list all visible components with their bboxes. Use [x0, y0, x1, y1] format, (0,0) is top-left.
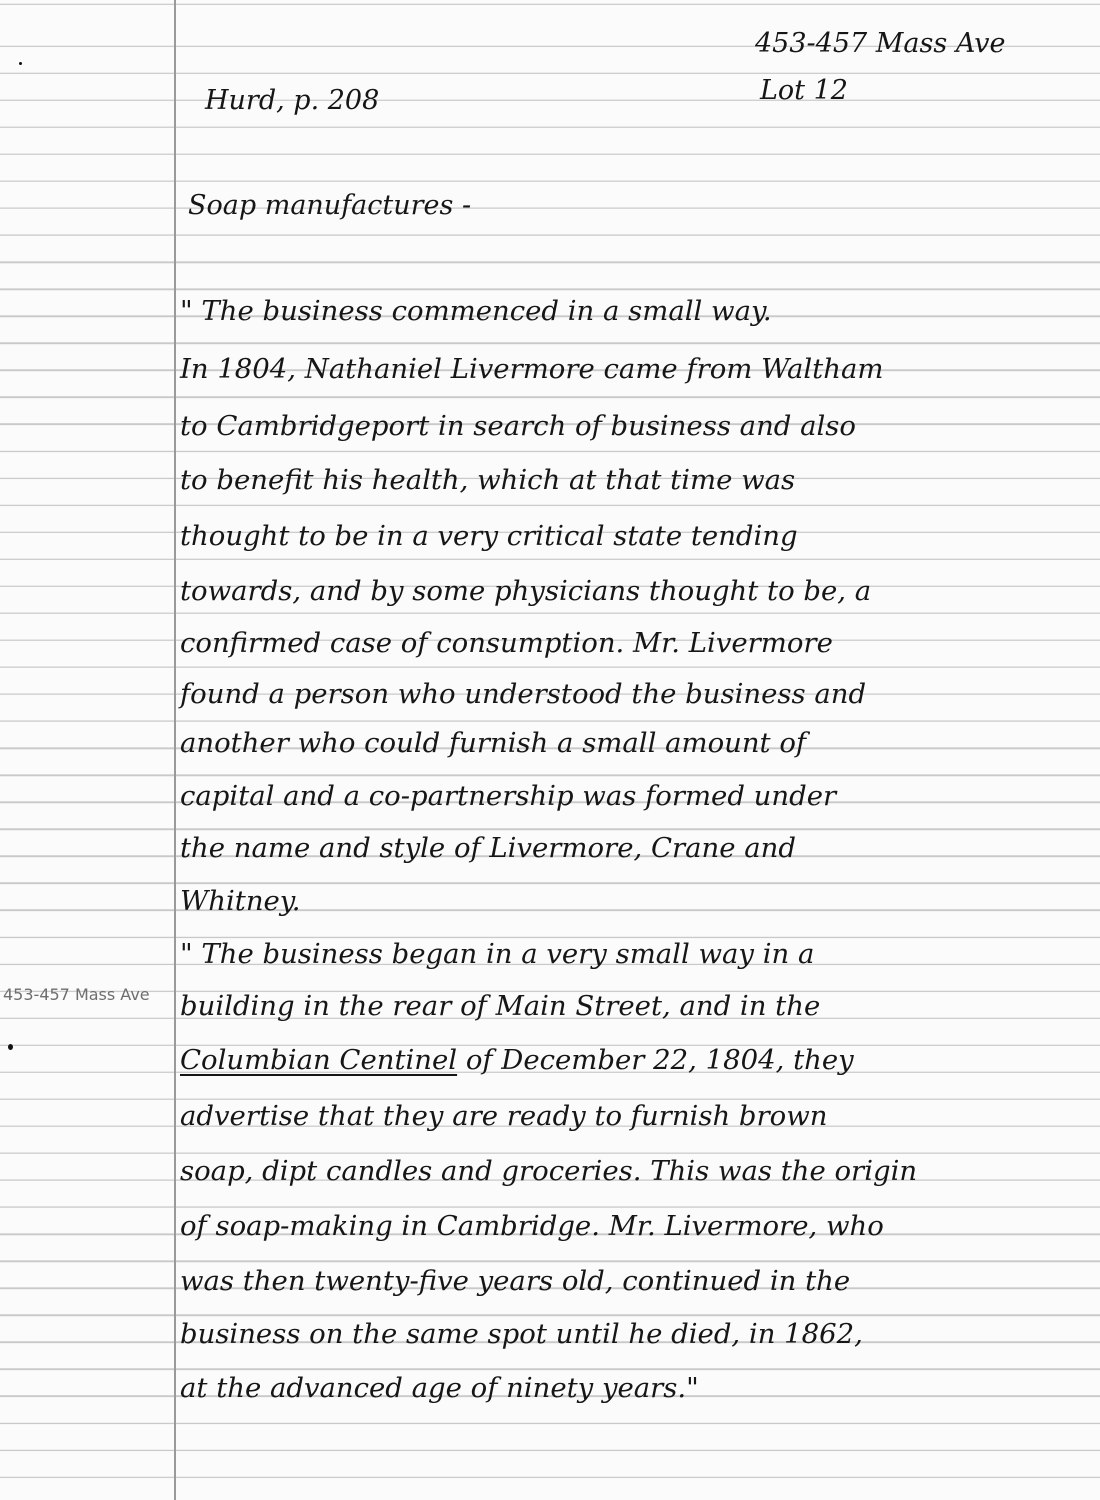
citation-rest: of December 22, 1804, they	[457, 1044, 854, 1076]
text-line: another who could furnish a small amount of	[180, 727, 807, 759]
text-line: at the advanced age of ninety years."	[180, 1372, 699, 1404]
margin-rule	[174, 0, 176, 1500]
text-line: was then twenty-five years old, continued in the	[180, 1265, 851, 1297]
text-line: confirmed case of consumption. Mr. Livermore	[180, 627, 833, 659]
page-heading: Soap manufactures -	[188, 190, 472, 221]
text-line: the name and style of Livermore, Crane and	[180, 832, 796, 864]
header-address: 453-457 Mass Ave	[755, 28, 1006, 59]
text-line: advertise that they are ready to furnish brown	[180, 1100, 828, 1132]
header-lot: Lot 12	[760, 75, 848, 106]
text-line: " The business began in a very small way in a	[180, 938, 815, 970]
text-line: business on the same spot until he died, in 1862,	[180, 1318, 863, 1350]
text-line: to Cambridgeport in search of business and also	[180, 410, 856, 442]
text-line: building in the rear of Main Street, and in the	[180, 990, 821, 1022]
text-line: to benefit his health, which at that time was	[180, 464, 796, 496]
text-line: In 1804, Nathaniel Livermore came from Waltham	[180, 353, 884, 385]
text-line: capital and a co-partnership was formed under	[180, 780, 837, 812]
ink-dot	[8, 1044, 13, 1050]
text-line-citation	[180, 1044, 854, 1076]
margin-note: 453-457 Mass Ave	[3, 985, 150, 1004]
newspaper-title: Columbian Centinel	[180, 1044, 458, 1076]
text-line: of soap-making in Cambridge. Mr. Livermore, who	[180, 1210, 884, 1242]
text-line: " The business commenced in a small way.	[180, 295, 772, 327]
source-reference: Hurd, p. 208	[205, 85, 380, 116]
text-line: towards, and by some physicians thought to be, a	[180, 575, 872, 607]
text-line: found a person who understood the business and	[180, 678, 867, 710]
text-line: thought to be in a very critical state tending	[180, 520, 798, 552]
text-line: soap, dipt candles and groceries. This was the origin	[180, 1155, 918, 1187]
text-line: Whitney.	[180, 885, 301, 917]
ink-dot	[19, 62, 22, 65]
